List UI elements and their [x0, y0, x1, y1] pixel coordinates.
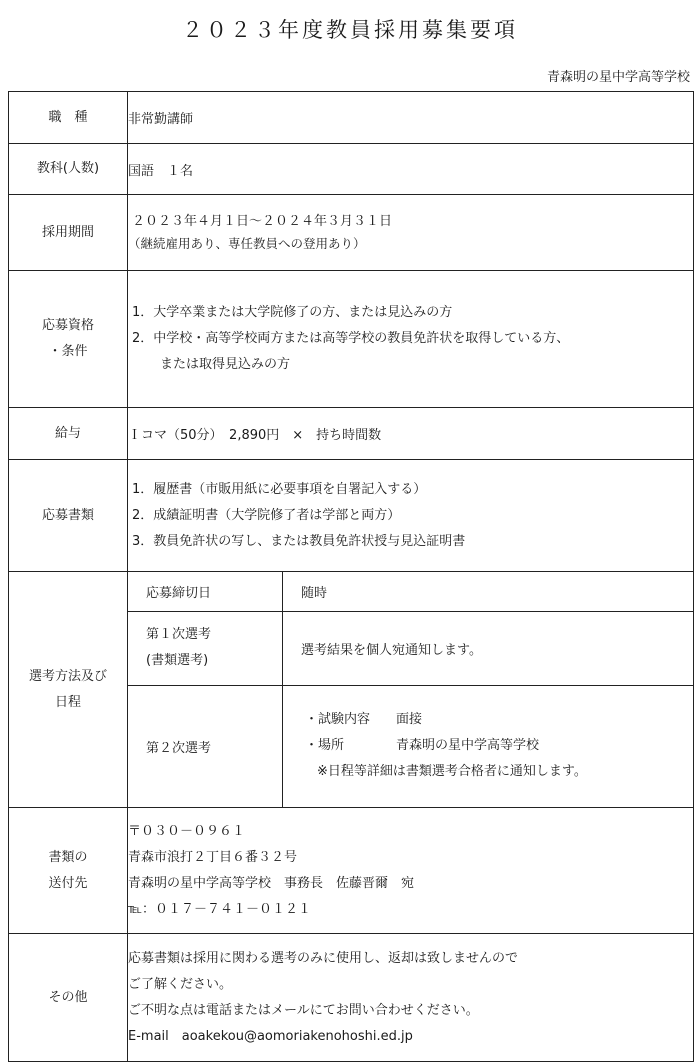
deadline-value: 随時 [283, 572, 694, 611]
page-title: ２０２３年度教員採用募集要項 [182, 18, 518, 42]
row-documents [9, 460, 694, 572]
phone-number: ℡：０１７－７４１－０１２１ [128, 901, 311, 917]
label-other: その他 [9, 934, 128, 1062]
second-selection-note: ※日程等詳細は書類選考合格者に通知します。 [317, 764, 587, 780]
first-selection-label: 第１次選考 [146, 627, 212, 642]
row-subject [9, 144, 694, 195]
label-salary: 給与 [9, 408, 128, 460]
row-qualification [9, 271, 694, 408]
period-dates: ２０２３年４月１日～２０２４年３月３１日 [132, 213, 393, 229]
email-address: E-mail aoakekou@aomoriakenohoshi.ed.jp [128, 1028, 413, 1044]
label-qualification-1: 応募資格 [41, 318, 94, 333]
second-selection-label: 第２次選考 [128, 685, 283, 807]
row-selection [9, 572, 694, 808]
qualification-item: 2．中学校・高等学校両方または高等学校の教員免許状を取得している方、 [132, 331, 570, 346]
second-selection-content: ・試験内容 面接 [305, 712, 423, 728]
selection-second-row [128, 685, 693, 807]
recruitment-table [8, 91, 694, 1062]
second-selection-location: ・場所 青森明の星中学高等学校 [305, 738, 540, 754]
label-selection-1: 選考方法及び [28, 668, 107, 684]
other-text: ご了解ください。 [128, 976, 233, 992]
deadline-label: 応募締切日 [128, 572, 283, 611]
row-address [9, 808, 694, 934]
label-documents: 応募書類 [9, 460, 128, 572]
first-selection-value: 選考結果を個人宛通知します。 [283, 611, 694, 685]
label-position: 職 種 [9, 92, 128, 144]
row-other [9, 934, 694, 1062]
label-period: 採用期間 [9, 195, 128, 271]
selection-schedule-table [128, 572, 693, 807]
label-qualification-2: ・条件 [48, 344, 88, 359]
label-address-2: 送付先 [48, 875, 88, 891]
document-item: 2．成績証明書（大学院修了者は学部と両方） [132, 507, 401, 523]
row-period [9, 195, 694, 271]
value-position: 非常勤講師 [128, 92, 694, 144]
other-text: 応募書類は採用に関わる選考のみに使用し、返却は致しませんので [128, 950, 519, 966]
period-note: （継続雇用あり、専任教員への登用あり） [128, 235, 366, 251]
qualification-item: 1．大学卒業または大学院修了の方、または見込みの方 [132, 305, 453, 320]
postal-code: 〒０３０－０９６１ [128, 823, 246, 839]
recipient: 青森明の星中学高等学校 事務長 佐藤晋爾 宛 [128, 875, 415, 891]
first-selection-sublabel: (書類選考) [146, 653, 209, 668]
school-name: 青森明の星中学高等学校 [546, 70, 690, 85]
qualification-item: または取得見込みの方 [160, 357, 291, 372]
document-item: 3．教員免許状の写し、または教員免許状授与見込証明書 [132, 533, 466, 549]
label-address-1: 書類の [48, 849, 88, 865]
street-address: 青森市浪打２丁目６番３２号 [128, 849, 298, 865]
selection-deadline-row [128, 572, 693, 611]
value-salary: Ｉコマ（50分） 2,890円 × 持ち時間数 [128, 408, 694, 460]
other-text: ご不明な点は電話またはメールにてお問い合わせください。 [128, 1002, 479, 1018]
value-subject: 国語 １名 [128, 144, 694, 195]
label-subject: 教科(人数) [9, 144, 128, 195]
row-position [9, 92, 694, 144]
row-salary [9, 408, 694, 460]
selection-first-row [128, 611, 693, 685]
label-selection-2: 日程 [54, 694, 81, 710]
document-item: 1．履歴書（市販用紙に必要事項を自署記入する） [132, 481, 427, 497]
